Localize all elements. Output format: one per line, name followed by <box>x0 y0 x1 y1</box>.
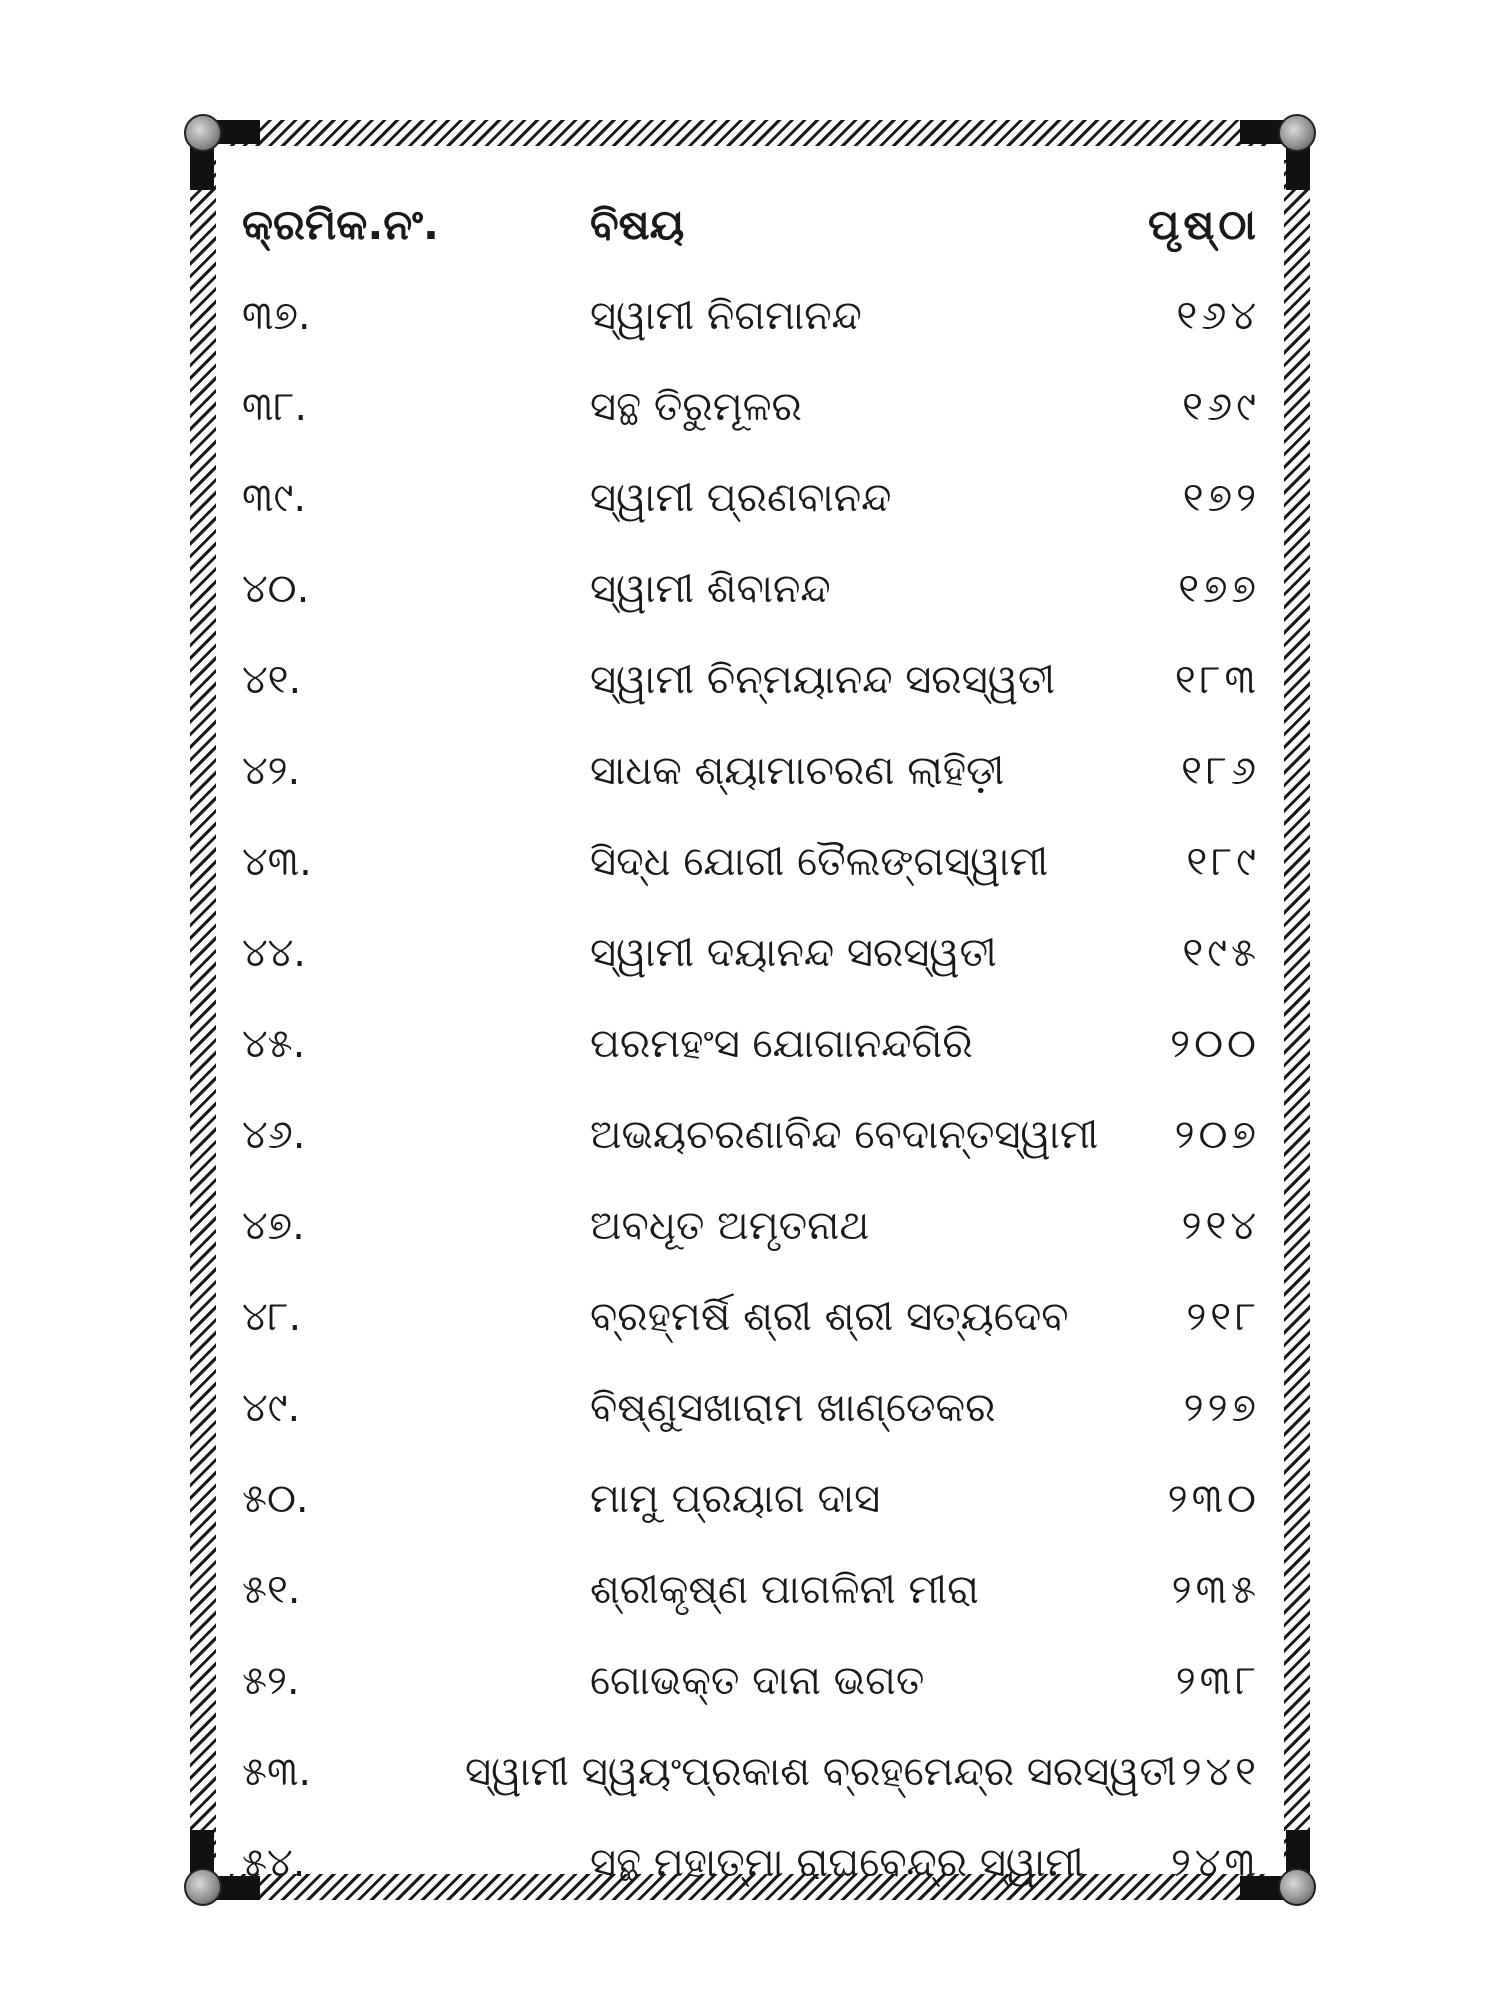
entry-page-number: ୨୪୧ <box>1181 1748 1260 1795</box>
toc-entry-row <box>230 907 1270 998</box>
toc-entry-row <box>230 1635 1270 1726</box>
entry-serial-number: ୫୩. <box>242 1748 312 1795</box>
entry-title: ସନ୍ଥ ତିରୁମୂଳର <box>590 383 802 430</box>
entry-title: ସ୍ୱାମୀ ସ୍ୱୟଂପ୍ରକାଶ ବ୍ରହ୍ମେନ୍ଦ୍ର ସରସ୍ୱତୀ <box>464 1748 1177 1795</box>
entry-page-number: ୧୬୪ <box>1176 292 1260 339</box>
toc-entry-row <box>230 1180 1270 1271</box>
entry-serial-number: ୫୨. <box>242 1657 300 1704</box>
entry-title: ବ୍ରହ୍ମର୍ଷି ଶ୍ରୀ ଶ୍ରୀ ସତ୍ୟଦେବ <box>590 1293 1069 1340</box>
toc-entry-row <box>230 634 1270 725</box>
toc-entry-row <box>230 998 1270 1089</box>
entry-serial-number: ୪୭. <box>242 1202 305 1249</box>
entry-title: ସିଦ୍ଧ ଯୋଗୀ ତୈଲଙ୍ଗସ୍ୱାମୀ <box>590 838 1049 885</box>
toc-entries <box>230 270 1270 1908</box>
entry-serial-number: ୪୪. <box>242 929 306 976</box>
toc-entry-row <box>230 816 1270 907</box>
entry-serial-number: ୪୯. <box>242 1384 301 1431</box>
serial-number-heading: କ୍ରମିକ.ନଂ. <box>242 200 439 249</box>
toc-entry-row <box>230 543 1270 634</box>
entry-serial-number: ୩୯. <box>242 474 307 521</box>
toc-entry-row <box>230 1544 1270 1635</box>
entry-serial-number: ୪୮. <box>242 1293 302 1340</box>
entry-serial-number: ୪୫. <box>242 1020 306 1067</box>
toc-entry-row <box>230 361 1270 452</box>
toc-entry-row <box>230 725 1270 816</box>
entry-page-number: ୨୧୪ <box>1181 1202 1260 1249</box>
toc-entry-row <box>230 1817 1270 1908</box>
entry-page-number: ୨୨୭ <box>1183 1384 1260 1431</box>
entry-page-number: ୨୦୭ <box>1174 1111 1260 1158</box>
entry-serial-number: ୫୪. <box>242 1839 306 1886</box>
entry-page-number: ୨୦୦ <box>1170 1020 1260 1067</box>
frame-corner-top-right <box>1246 114 1316 184</box>
frame-border-right <box>1284 160 1310 1860</box>
page-heading: ପୃଷ୍ଠା <box>1147 200 1260 249</box>
entry-title: ସ୍ୱାମୀ ପ୍ରଣବାନନ୍ଦ <box>590 474 892 521</box>
entry-title: ସ୍ୱାମୀ ଶିବାନନ୍ଦ <box>590 565 831 612</box>
frame-corner-top-left <box>184 114 254 184</box>
entry-page-number: ୧୮୬ <box>1181 747 1260 794</box>
toc-header-row <box>230 180 1270 270</box>
toc-entry-row <box>230 1271 1270 1362</box>
decorative-frame <box>190 120 1310 1900</box>
entry-serial-number: ୩୮. <box>242 383 308 430</box>
entry-page-number: ୨୩୮ <box>1175 1657 1260 1704</box>
entry-serial-number: ୩୭. <box>242 292 311 339</box>
entry-page-number: ୨୩୦ <box>1167 1475 1260 1522</box>
entry-page-number: ୨୩୫ <box>1171 1566 1260 1613</box>
entry-serial-number: ୫୦. <box>242 1475 309 1522</box>
toc-entry-row <box>230 270 1270 361</box>
entry-title: ମାମୁ ପ୍ରୟାଗ ଦାସ <box>590 1475 881 1522</box>
toc-entry-row <box>230 1726 1270 1817</box>
entry-serial-number: ୪୦. <box>242 565 310 612</box>
entry-title: ସନ୍ଥ ମହାତ୍ମା ରାଘବେନ୍ଦ୍ର ସ୍ୱାମୀ <box>590 1839 1084 1886</box>
entry-title: ବିଷ୍ଣୁସଖାରାମ ଖାଣ୍ଡେକର <box>590 1384 996 1431</box>
entry-page-number: ୧୮୩ <box>1174 656 1260 703</box>
entry-serial-number: ୪୨. <box>242 747 301 794</box>
toc-entry-row <box>230 1362 1270 1453</box>
frame-border-left <box>190 160 216 1860</box>
entry-title: ଗୋଭକ୍ତ ଦାନା ଭଗତ <box>590 1657 925 1704</box>
entry-serial-number: ୪୩. <box>242 838 312 885</box>
entry-page-number: ୧୮୯ <box>1186 838 1260 885</box>
entry-serial-number: ୪୧. <box>242 656 302 703</box>
toc-entry-row <box>230 1453 1270 1544</box>
entry-page-number: ୨୧୮ <box>1186 1293 1260 1340</box>
toc-entry-row <box>230 452 1270 543</box>
entry-page-number: ୧୭୨ <box>1182 474 1260 521</box>
table-of-contents <box>230 180 1270 1908</box>
entry-title: ଅଭୟଚରଣାବିନ୍ଦ ବେଦାନ୍ତସ୍ୱାମୀ <box>590 1111 1099 1158</box>
entry-page-number: ୧୯୫ <box>1182 929 1260 976</box>
entry-title: ଅବଧୂତ ଅମୃତନାଥ <box>590 1202 870 1249</box>
toc-entry-row <box>230 1089 1270 1180</box>
entry-page-number: ୨୪୩ <box>1171 1839 1260 1886</box>
entry-page-number: ୧୭୭ <box>1178 565 1260 612</box>
entry-title: ସ୍ୱାମୀ ନିଗମାନନ୍ଦ <box>590 292 862 339</box>
entry-title: ସ୍ୱାମୀ ଦୟାନନ୍ଦ ସରସ୍ୱତୀ <box>590 929 997 976</box>
subject-heading: ବିଷୟ <box>590 200 685 249</box>
entry-serial-number: ୪୬. <box>242 1111 306 1158</box>
frame-border-top <box>230 120 1270 146</box>
entry-serial-number: ୫୧. <box>242 1566 301 1613</box>
entry-title: ସାଧକ ଶ୍ୟାମାଚରଣ ଲାହିଡ଼ୀ <box>590 747 1005 794</box>
entry-title: ଶ୍ରୀକୃଷ୍ଣ ପାଗଳିନୀ ମୀରା <box>590 1566 979 1613</box>
entry-title: ସ୍ୱାମୀ ଚିନ୍ମୟାନନ୍ଦ ସରସ୍ୱତୀ <box>590 656 1056 703</box>
entry-page-number: ୧୬୯ <box>1182 383 1260 430</box>
entry-title: ପରମହଂସ ଯୋଗାନନ୍ଦଗିରି <box>590 1020 973 1067</box>
